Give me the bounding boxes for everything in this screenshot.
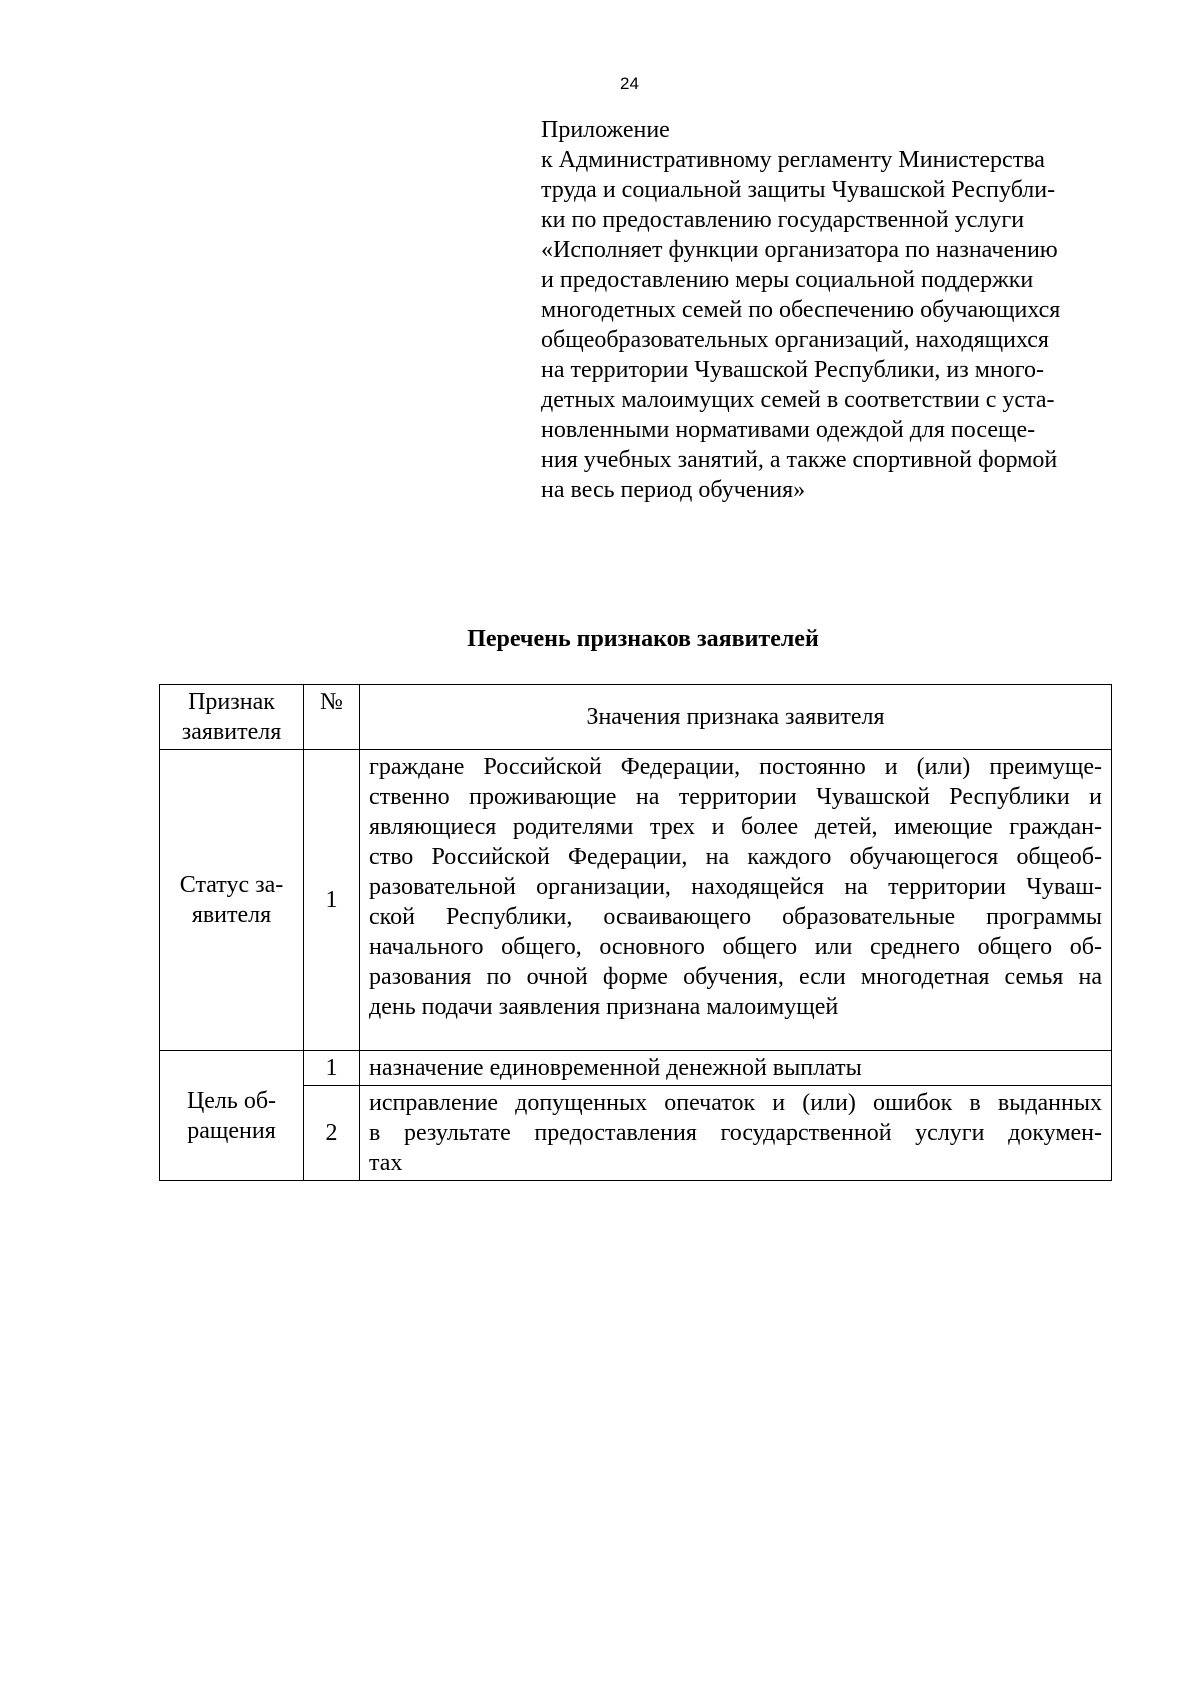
attribute-line: Цель об- (186, 1087, 277, 1114)
value-line: разования по очной форме обучения, если многодетная семья на (369, 964, 1102, 990)
attribute-line: явителя (191, 902, 272, 928)
value-line: граждане Российской Федерации, постоянно и (или) преимуще- (369, 754, 1102, 780)
value-line: тах (369, 1150, 403, 1176)
value-line: назначение единовременной денежной выплаты (369, 1055, 862, 1081)
applicant-criteria-table (159, 684, 1112, 1181)
appendix-line: и предоставлению меры социальной поддержки (541, 267, 1034, 293)
header-values: Значения признака заявителя (360, 685, 1112, 750)
appendix-line: на территории Чувашской Республики, из много- (541, 357, 1045, 383)
table-header-row (160, 685, 1112, 750)
table-row (160, 750, 1112, 1051)
appendix-line: детных малоимущих семей в соответствии с уста- (541, 387, 1055, 413)
value-line: исправление допущенных опечаток и (или) ошибок в выданных (369, 1090, 1102, 1116)
value-line: разовательной организации, находящейся на территории Чуваш- (369, 874, 1102, 900)
value-line: начального общего, основного общего или среднего общего об- (369, 934, 1102, 960)
header-attribute (160, 685, 304, 750)
attribute-line: Статус за- (179, 872, 284, 898)
header-attribute-line: заявителя (181, 719, 282, 745)
value-line: являющиеся родителями трех и более детей, имеющие граждан- (369, 814, 1102, 840)
appendix-line: новленными нормативами одеждой для посеще- (541, 417, 1036, 443)
appendix-line: к Административному регламенту Министерства (541, 147, 1045, 173)
value-line: ской Республики, осваивающего образовательные программы (369, 904, 1102, 930)
number-cell: 1 (304, 1051, 360, 1086)
value-line: день подачи заявления признана малоимущей (369, 994, 839, 1020)
value-cell (360, 1051, 1112, 1086)
appendix-line: многодетных семей по обеспечению обучающихся (541, 297, 1061, 323)
document-title: Перечень признаков заявителей (467, 626, 819, 652)
attribute-line: ращения (187, 1117, 276, 1144)
attribute-cell (160, 1051, 304, 1181)
appendix-line: общеобразовательных организаций, находящихся (541, 327, 1049, 353)
number-cell: 1 (304, 750, 360, 1051)
value-line: ство Российской Федерации, на каждого обучающегося общеоб- (369, 844, 1102, 870)
appendix-line: Приложение (541, 117, 670, 143)
value-cell (360, 750, 1112, 1051)
attribute-cell (160, 750, 304, 1051)
appendix-line: «Исполняет функции организатора по назначению (541, 237, 1058, 263)
appendix-line: труда и социальной защиты Чувашской Республи- (541, 177, 1056, 203)
value-line: ственно проживающие на территории Чувашской Республики и (369, 784, 1102, 810)
header-number: № (304, 685, 360, 750)
appendix-line: ния учебных занятий, а также спортивной формой (541, 447, 1058, 473)
table-row (160, 1051, 1112, 1086)
number-cell: 2 (304, 1086, 360, 1181)
value-line: в результате предоставления государственной услуги докумен- (369, 1120, 1102, 1146)
appendix-line: ки по предоставлению государственной услуги (541, 207, 1025, 233)
page-number: 24 (620, 74, 639, 93)
value-cell (360, 1086, 1112, 1181)
appendix-line: на весь период обучения» (541, 477, 806, 503)
header-attribute-line: Признак (188, 689, 275, 715)
appendix-header (541, 115, 1121, 505)
